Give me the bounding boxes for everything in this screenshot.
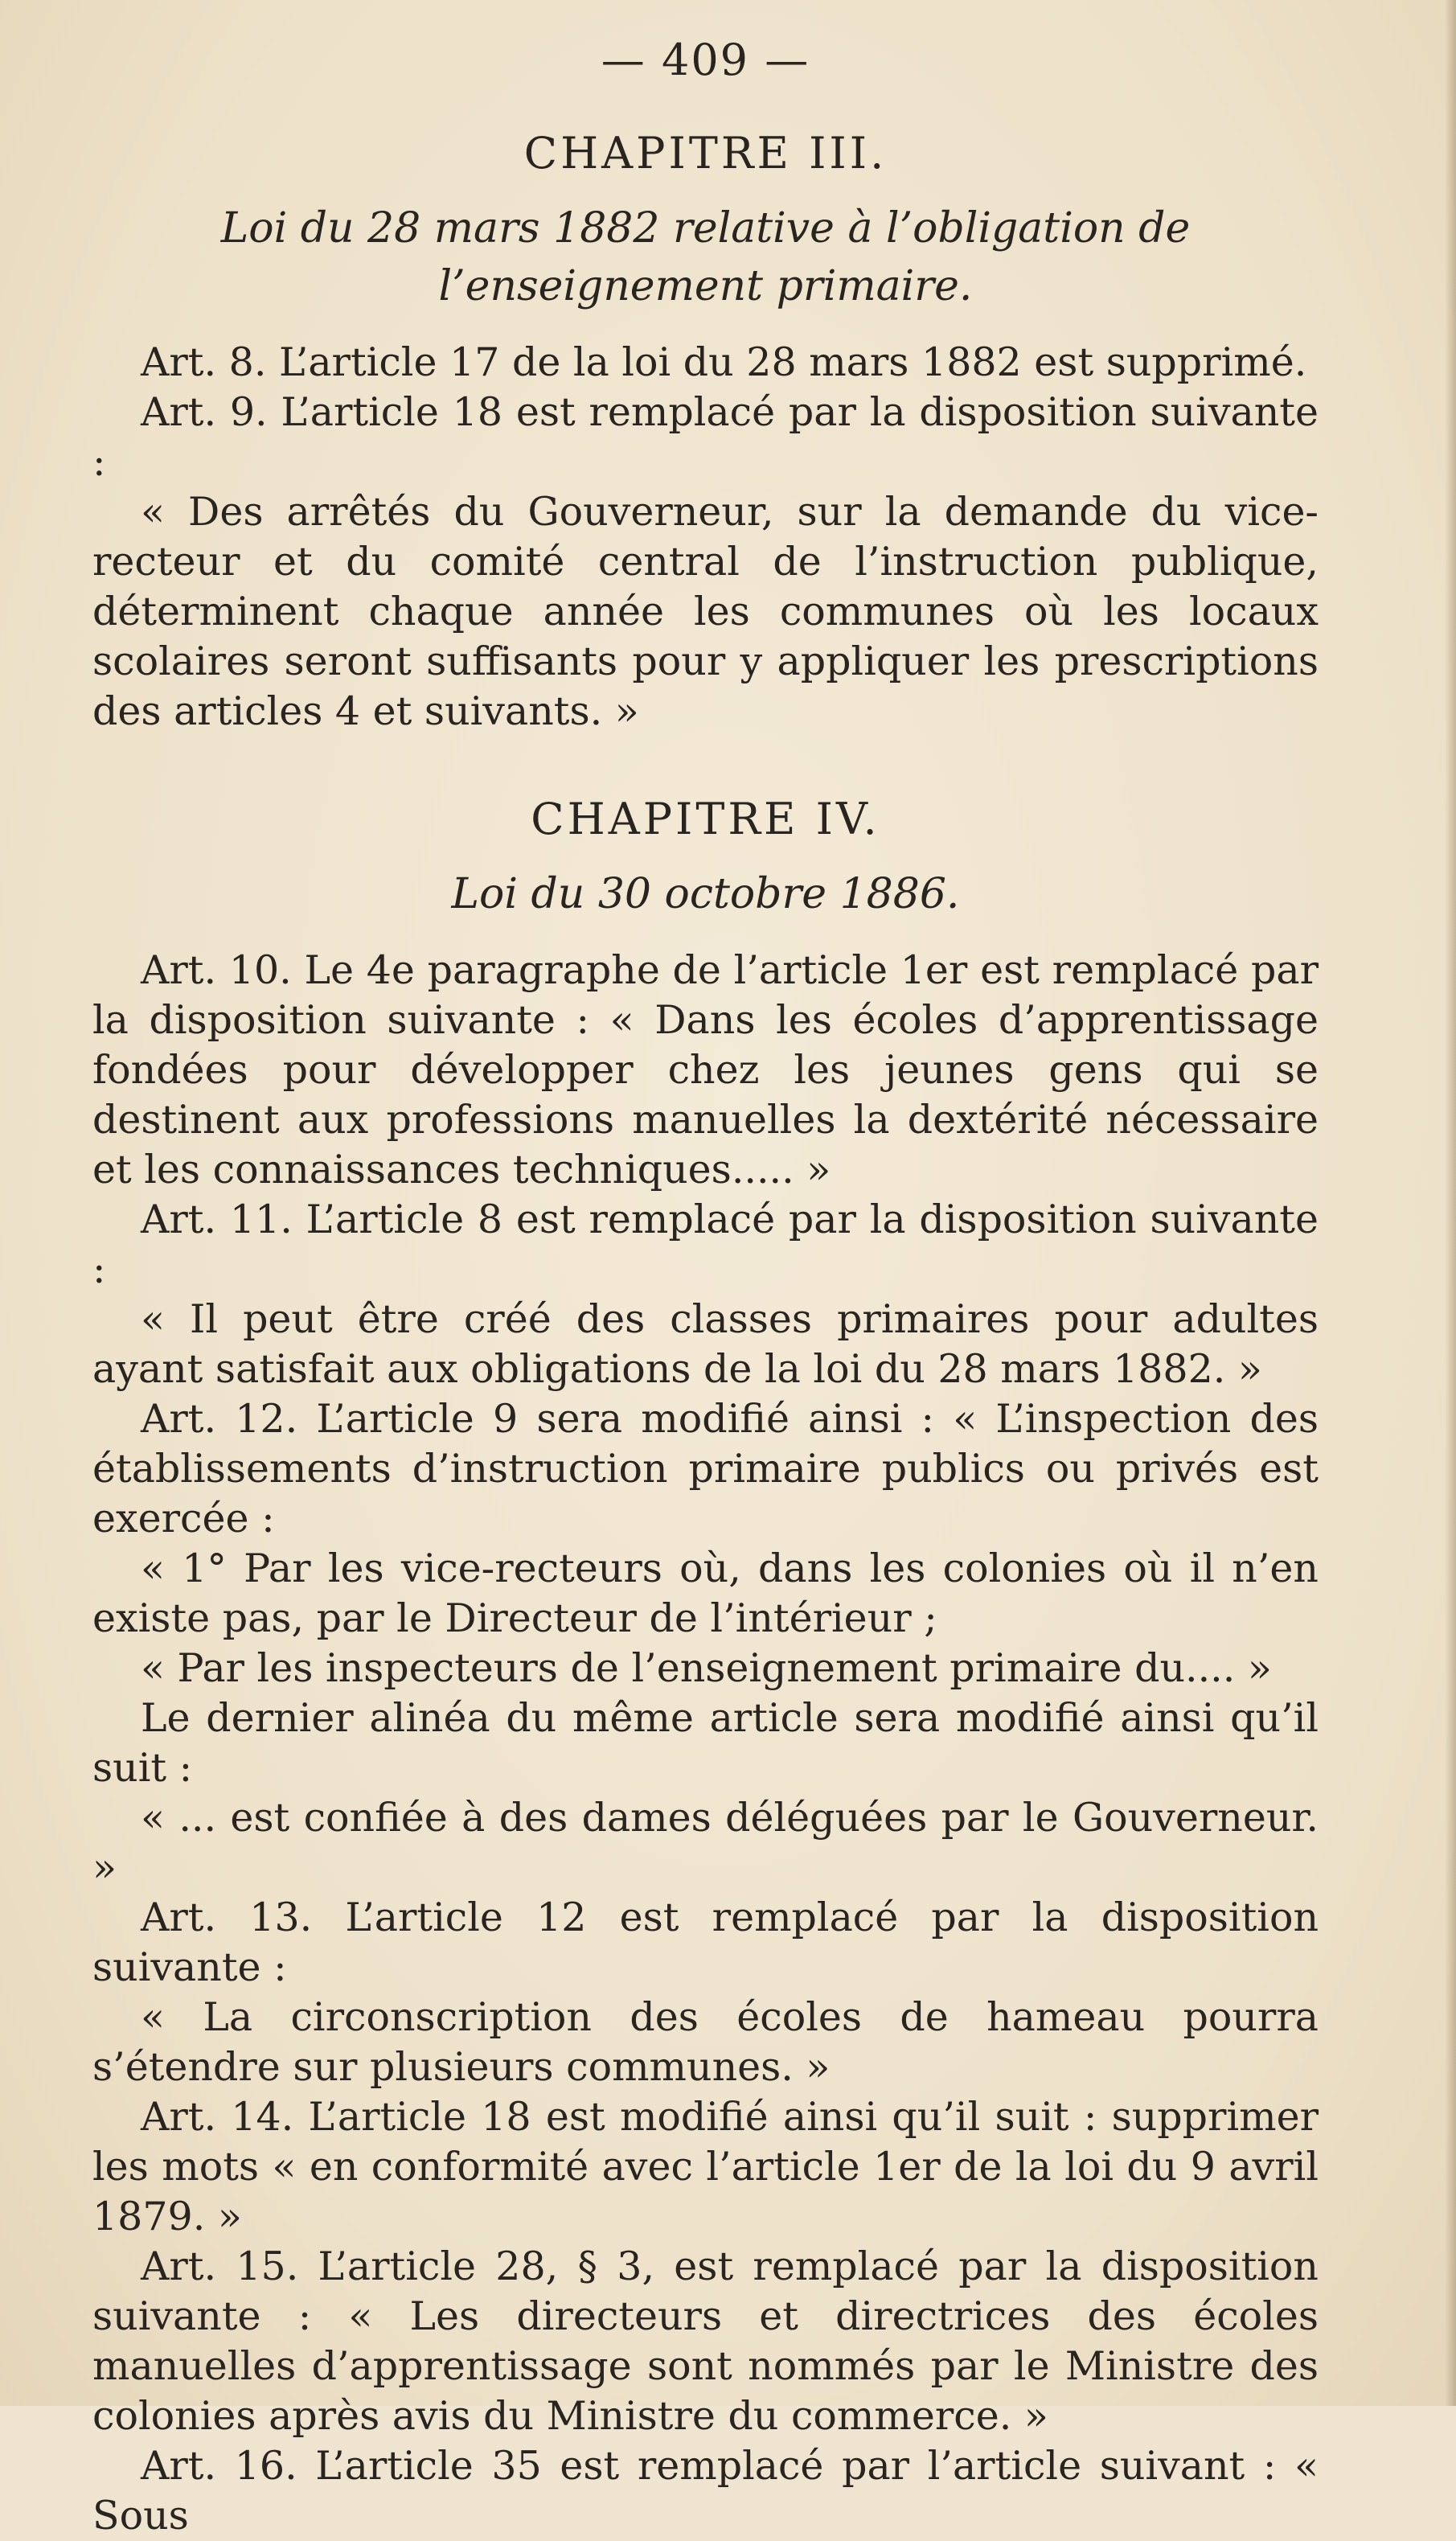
- article-paragraph: Art. 15. L’article 28, § 3, est remplacé par la disposition suivante : « Les directeurs et directrices des écoles manuelles d’apprentissage sont nommés par le Ministre des colonies après avis du Ministre du commerce. »: [92, 2243, 1319, 2439]
- chapter-section: [92, 127, 1319, 737]
- article-paragraph: Art. 9. L’article 18 est remplacé par la disposition suivante :: [92, 389, 1319, 485]
- quoted-paragraph: « La circonscription des écoles de hameau pourra s’étendre sur plusieurs communes. »: [92, 1994, 1319, 2090]
- quoted-paragraph: « Par les inspecteurs de l’enseignement primaire du.... »: [141, 1645, 1272, 1691]
- quoted-paragraph: « Des arrêtés du Gouverneur, sur la demande du vice-recteur et du comité central de l’instruction publique, déterminent chaque année les communes où les locaux scolaires seront suffisants pour y appliquer les prescriptions des articles 4 et suivants. »: [92, 489, 1319, 734]
- quoted-paragraph: « 1° Par les vice-recteurs où, dans les colonies où il n’en existe pas, par le Directeur de l’intérieur ;: [92, 1546, 1319, 1641]
- page-content: [92, 32, 1319, 2541]
- article-paragraph: Art. 8. L’article 17 de la loi du 28 mars 1882 est supprimé.: [141, 339, 1307, 385]
- chapter-title: CHAPITRE IV.: [531, 794, 880, 844]
- article-paragraph: Art. 10. Le 4e paragraphe de l’article 1er est remplacé par la disposition suivante : « Dans les écoles d’apprentissage fondées pour développer chez les jeunes gens qui se destinent aux professions manuelles la dextérité nécessaire et les connaissances techniques..... »: [92, 947, 1319, 1193]
- quoted-paragraph: « ... est confiée à des dames déléguées par le Gouverneur. »: [92, 1795, 1319, 1890]
- article-paragraph: Art. 16. L’article 35 est remplacé par l’article suivant : « Sous: [92, 2443, 1319, 2539]
- chapter-title: CHAPITRE III.: [523, 128, 888, 179]
- page-number: — 409 —: [601, 35, 810, 85]
- chapter-section: [92, 793, 1319, 2541]
- page-edge-shadow: [1445, 0, 1456, 2406]
- law-title: Loi du 30 octobre 1886.: [451, 870, 960, 918]
- law-title: Loi du 28 mars 1882 relative à l’obligation de l’enseignement primaire.: [220, 204, 1191, 310]
- article-paragraph: Art. 14. L’article 18 est modifié ainsi qu’il suit : supprimer les mots « en conformité avec l’article 1er de la loi du 9 avril 1879. »: [92, 2094, 1319, 2239]
- article-paragraph: Le dernier alinéa du même article sera modifié ainsi qu’il suit :: [92, 1695, 1319, 1791]
- section-spacer: [92, 737, 1319, 793]
- article-paragraph: Art. 13. L’article 12 est remplacé par la disposition suivante :: [92, 1894, 1319, 1990]
- quoted-paragraph: « Il peut être créé des classes primaires pour adultes ayant satisfait aux obligations de la loi du 28 mars 1882. »: [92, 1296, 1319, 1392]
- article-paragraph: Art. 12. L’article 9 sera modifié ainsi : « L’inspection des établissements d’instruction primaire publics ou privés est exercée :: [92, 1396, 1319, 1541]
- article-paragraph: Art. 11. L’article 8 est remplacé par la disposition suivante :: [92, 1197, 1319, 1292]
